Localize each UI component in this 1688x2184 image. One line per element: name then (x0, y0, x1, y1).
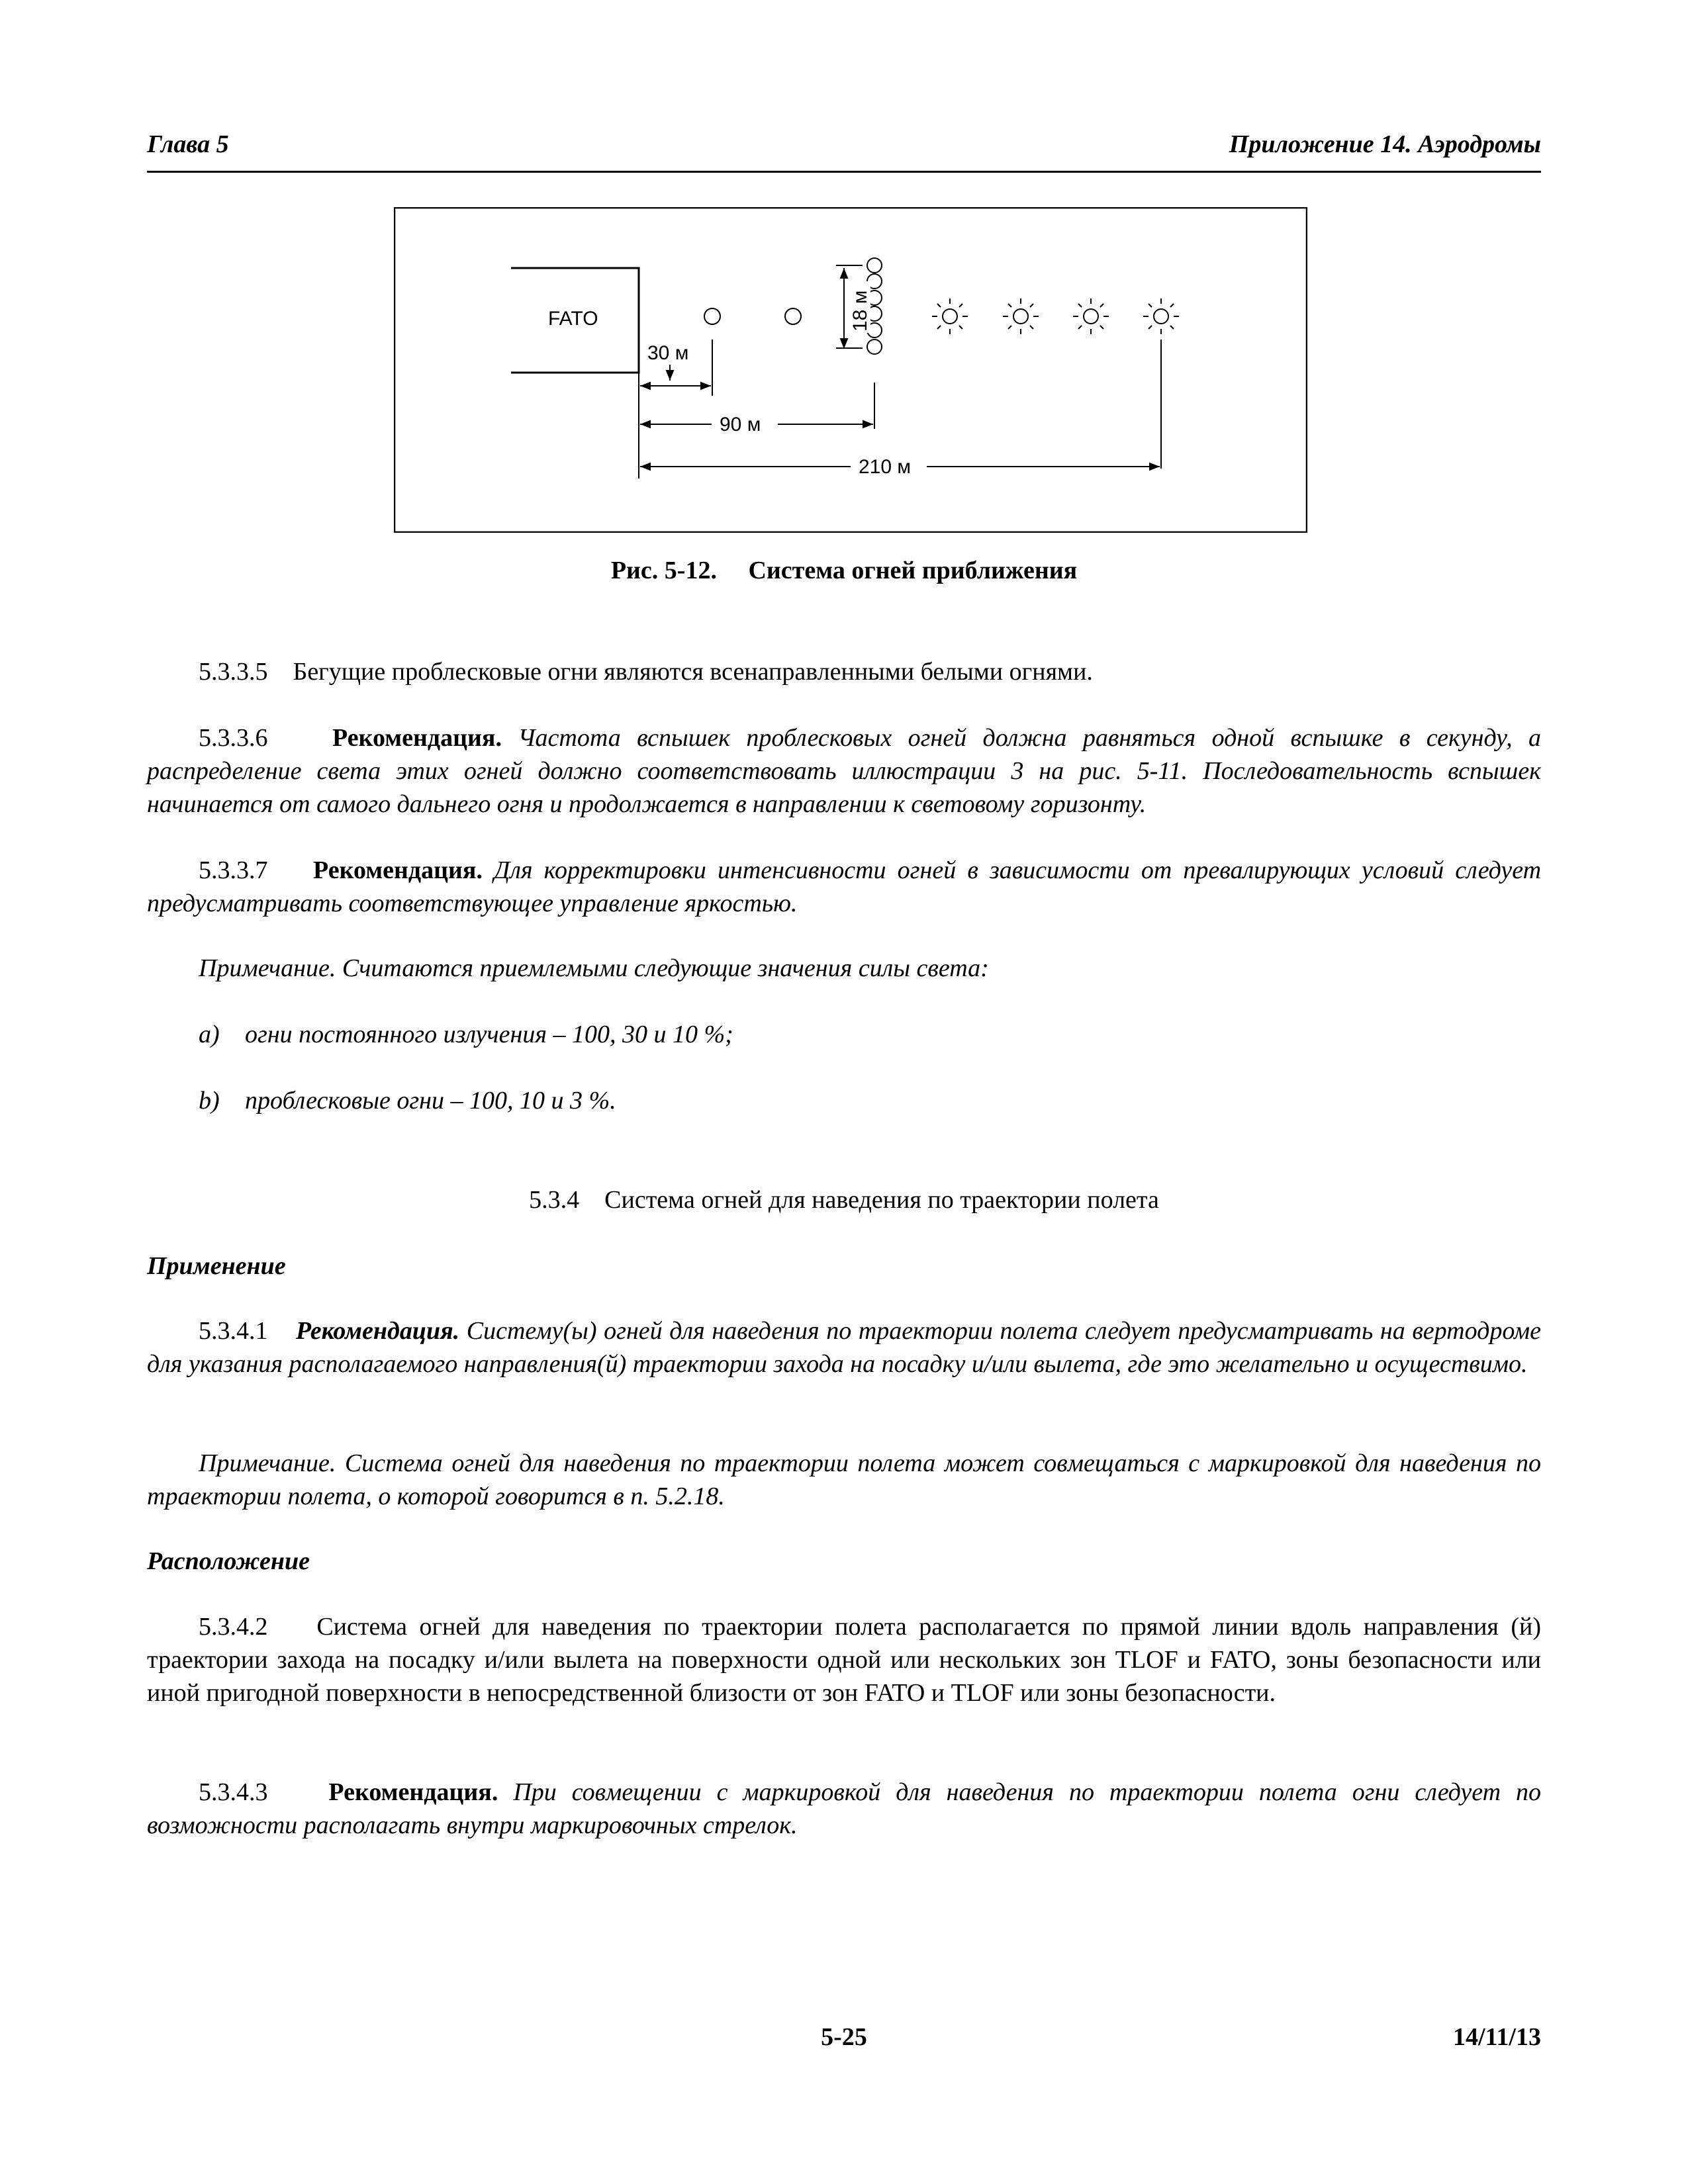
paragraph-text: Частота вспышек проблесковых огней должна равняться одной вспышке в секунду, а распределение света этих огней должно соответствовать иллюстрации 3 на рис. 5-11. Последовательность вспышек начинается от самого дальнего огня и продолжается в направлении к световому горизонту. (147, 724, 1542, 818)
list-item (199, 1018, 1523, 1051)
caption-title: Система огней приближения (748, 557, 1078, 584)
paragraph-5-3-4-2 (147, 1610, 1541, 1709)
dim-18-label: 18 м (849, 290, 871, 332)
paragraph-5-3-4-3 (147, 1776, 1541, 1842)
note-path-marking: Примечание. Система огней для наведения по траектории полета может совмещаться с маркировкой для наведения по траектории полета, о которой говорится в п. 5.2.18. (147, 1449, 1541, 1510)
paragraph-5-3-3-7 (147, 854, 1541, 920)
paragraph-5-3-3-6 (147, 721, 1541, 821)
dim-30-label: 30 м (647, 342, 689, 364)
section-heading-5-3-4: 5.3.4 Система огней для наведения по траектории полета (529, 1186, 1159, 1214)
paragraph-number: 5.3.4.2 (199, 1613, 268, 1641)
paragraph-5-3-3-5 (147, 655, 1541, 688)
recommendation-label: Рекомендация. (313, 856, 483, 884)
list-marker: b) (199, 1087, 220, 1115)
omni-light (704, 308, 720, 324)
header-rule (147, 171, 1541, 173)
header-annex: Приложение 14. Аэродромы (1229, 130, 1541, 158)
figure-frame (395, 208, 1307, 532)
paragraph-text: Бегущие проблесковые огни являются всенаправленными белыми огнями. (293, 658, 1093, 686)
paragraph-number: 5.3.3.5 (199, 658, 268, 686)
list-text: проблесковые огни – 100, 10 и 3 %. (245, 1087, 616, 1115)
paragraph-number: 5.3.3.7 (199, 856, 268, 884)
figure-diagram (394, 207, 1307, 533)
paragraph-text: Систему(ы) огней для наведения по траектории полета следует предусматривать на вертодроме для указания располагаемого направления(й) траектории захода на посадку и/или вылета, где это желательно и осуществимо. (147, 1317, 1542, 1378)
list-marker: a) (199, 1021, 220, 1048)
dim-210-label: 210 м (859, 456, 912, 478)
omni-light (785, 308, 801, 324)
paragraph-number: 5.3.4.1 (199, 1317, 268, 1345)
recommendation-label: Рекомендация. (295, 1317, 460, 1345)
subheading-location: Расположение (147, 1547, 310, 1575)
page-number: 5-25 (821, 2023, 867, 2051)
paragraph-text: При совмещении с маркировкой для наведения по траектории полета огни следует по возможности располагать внутри маркировочных стрелок. (147, 1778, 1542, 1839)
header-chapter: Глава 5 (147, 130, 229, 158)
list-item (199, 1084, 1523, 1117)
approach-lighting-figure (394, 207, 1307, 533)
paragraph-5-3-4-1 (147, 1314, 1541, 1381)
page-date: 14/11/13 (1452, 2023, 1541, 2051)
fato-label: FATO (548, 308, 598, 330)
paragraph-number: 5.3.4.3 (199, 1778, 268, 1806)
paragraph-text: Для корректировки интенсивности огней в зависимости от превалирующих условий следует предусматривать соответствующее управление яркостью. (147, 856, 1542, 917)
list-text: огни постоянного излучения – 100, 30 и 10 %; (245, 1021, 733, 1048)
recommendation-label: Рекомендация. (332, 724, 502, 752)
flashing-light (1003, 298, 1039, 334)
note-intensity: Примечание. Считаются приемлемыми следующие значения силы света: (199, 954, 989, 982)
flashing-light (1143, 298, 1179, 334)
figure-caption (0, 556, 1688, 585)
recommendation-label: Рекомендация. (328, 1778, 498, 1806)
paragraph-text: Система огней для наведения по траектории полета располагается по прямой линии вдоль направления (й) траектории захода на посадку и/или вылета на поверхности одной или нескольких зон TLOF и FATO, зоны безопасности или иной пригодной поверхности в непосредственной близости от зон FATO и TLOF или зоны безопасности. (147, 1613, 1542, 1707)
flashing-light (1073, 298, 1109, 334)
paragraph-number: 5.3.3.6 (199, 724, 268, 752)
caption-number: Рис. 5-12. (610, 557, 717, 584)
dim-90-label: 90 м (720, 414, 761, 435)
flashing-light (932, 298, 968, 334)
subheading-application: Применение (147, 1252, 286, 1280)
